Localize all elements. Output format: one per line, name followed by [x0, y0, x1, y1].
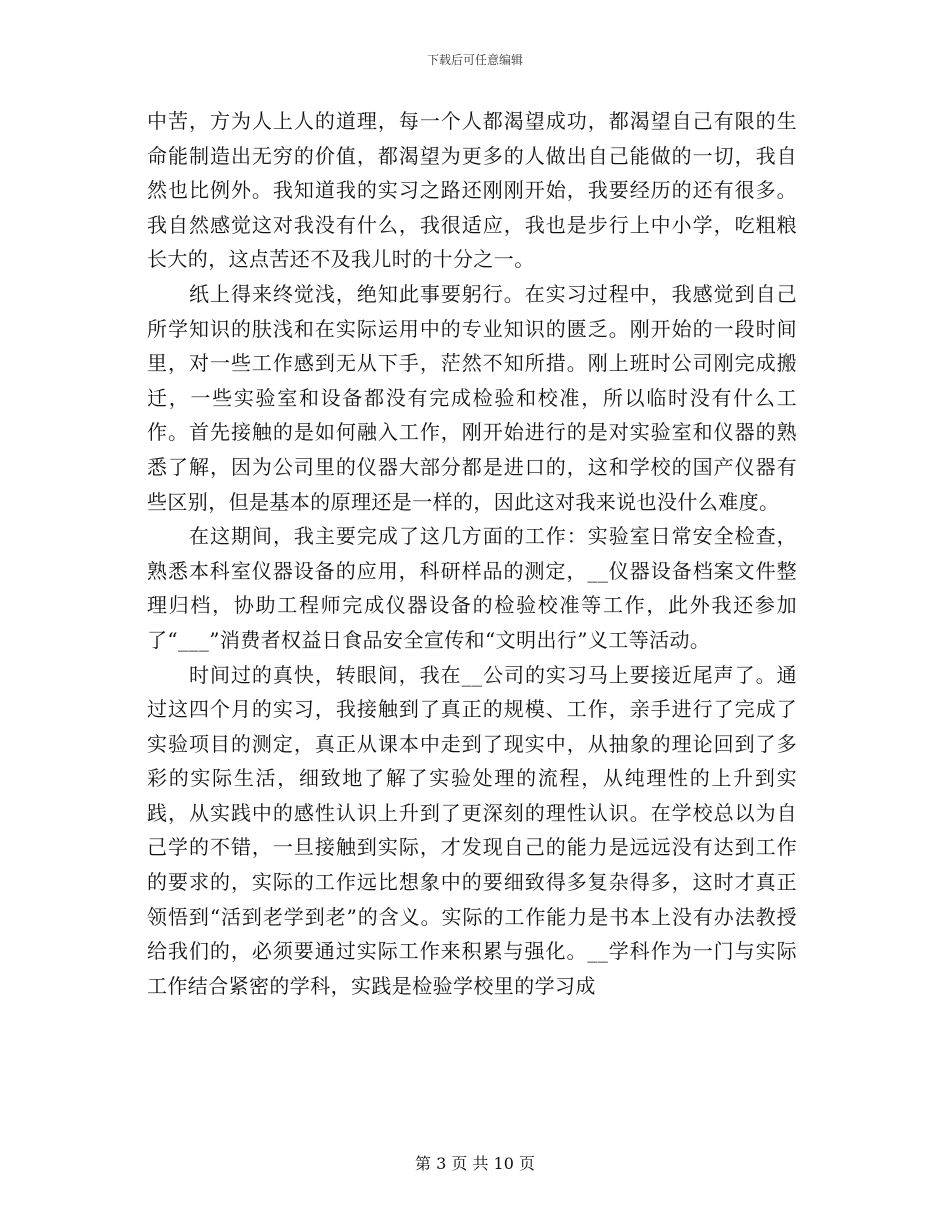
- paragraph: 时间过的真快，转眼间，我在__公司的实习马上要接近尾声了。通过这四个月的实习，我接触到了真正的规模、工作，亲手进行了完成了实验项目的测定，真正从课本中走到了现实中，从抽象的理论回到了多彩的实际生活，细致地了解了实验处理的流程，从纯理性的上升到实践，从实践中的感性认识上升到了更深刻的理性认识。在学校总以为自己学的不错，一旦接触到实际，才发现自己的能力是远远没有达到工作的要求的，实际的工作远比想象中的要细致得多复杂得多，这时才真正领悟到“活到老学到老”的含义。实际的工作能力是书本上没有办法教授给我们的，必须要通过实际工作来积累与强化。__学科作为一门与实际工作结合紧密的学科，实践是检验学校里的学习成: [147, 662, 797, 998]
- paragraph-continuation: 中苦，方为人上人的道理，每一个人都渴望成功，都渴望自己有限的生命能制造出无穷的价值，都渴望为更多的人做出自己能做的一切，我自然也比例外。我知道我的实习之路还刚刚开始，我要经历的还有很多。我自然感觉这对我没有什么，我很适应，我也是步行上中小学，吃粗粮长大的，这点苦还不及我儿时的十分之一。: [147, 109, 797, 272]
- page-number-footer: 第 3 页 共 10 页: [415, 1154, 535, 1173]
- paragraph: 纸上得来终觉浅，绝知此事要躬行。在实习过程中，我感觉到自己所学知识的肤浅和在实际运用中的专业知识的匮乏。刚开始的一段时间里，对一些工作感到无从下手，茫然不知所措。刚上班时公司刚完成搬迁，一些实验室和设备都没有完成检验和校准，所以临时没有什么工作。首先接触的是如何融入工作，刚开始进行的是对实验室和仪器的熟悉了解，因为公司里的仪器大部分都是进口的，这和学校的国产仪器有些区别，但是基本的原理还是一样的，因此这对我来说也没什么难度。: [147, 281, 797, 514]
- document-body: [147, 104, 797, 1003]
- page-header: 下载后可任意编辑: [426, 53, 523, 67]
- paragraph: 在这期间，我主要完成了这几方面的工作：实验室日常安全检查，熟悉本科室仪器设备的应用，科研样品的测定，__仪器设备档案文件整理归档，协助工程师完成仪器设备的检验校准等工作，此外我还参加了“___”消费者权益日食品安全宣传和“文明出行”义工等活动。: [147, 524, 797, 652]
